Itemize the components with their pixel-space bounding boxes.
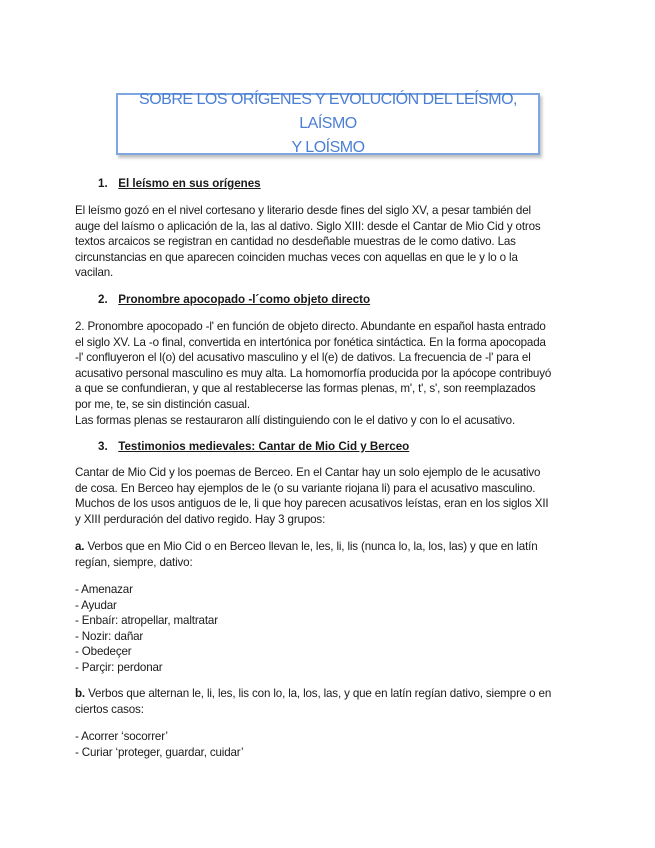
text-line: de cosa. En Berceo hay ejemplos de le (o su variante riojana li) para el acusativo masculino. bbox=[75, 481, 536, 495]
text-line: a que se confundieran, y que al restablecerse las formas plenas, m', t', s', son reemplazados bbox=[75, 382, 536, 396]
group-label: b. bbox=[75, 687, 86, 700]
text-line: Las formas plenas se restauraron allí distinguiendo con le el dativo y con lo el acusativo. bbox=[75, 413, 516, 427]
text-line: textos arcaicos se registran en cantidad no desdeñable muestras de le como dativo. Las bbox=[75, 235, 516, 249]
list-item: - Acorrer ‘socorrer’ bbox=[75, 730, 168, 743]
text-line: auge del laísmo o aplicación de la, las al dativo. Siglo XIII: desde el Cantar de Mio Cid y otros bbox=[75, 219, 541, 233]
section-title: Pronombre apocopado -l´como objeto directo bbox=[118, 293, 371, 306]
group-text: Verbos que en Mio Cid o en Berceo llevan le, les, li, lis (nunca lo, la, los, las) y que en latín bbox=[84, 540, 538, 553]
text-line: Muchos de los usos antiguos de le, li que hoy parecen acusativos leístas, eran en los siglos XII bbox=[75, 497, 549, 511]
title-box bbox=[116, 93, 540, 155]
group-text: Verbos que alternan le, li, les, lis con lo, la, los, las, y que en latín regían dativo, siempre o en bbox=[85, 687, 552, 700]
text-line: Cantar de Mio Cid y los poemas de Berceo. En el Cantar hay un solo ejemplo de le acusativo bbox=[75, 466, 541, 479]
text-line bbox=[75, 686, 575, 702]
section-3-paragraph bbox=[75, 465, 575, 527]
text-line: circunstancias en que aparecen coinciden muchas veces con aquellas en que le y lo o la bbox=[75, 250, 518, 264]
group-a-list bbox=[75, 582, 575, 676]
text-line: ciertos casos: bbox=[75, 702, 144, 716]
section-3-heading bbox=[98, 439, 409, 454]
section-2-paragraph bbox=[75, 319, 575, 428]
list-item: - Enbaír: atropellar, maltratar bbox=[75, 614, 218, 628]
list-item: - Obedeçer bbox=[75, 645, 132, 659]
text-line: -l' confluyeron el l(o) del acusativo masculino y el l(e) de dativos. La frecuencia de -l' para el bbox=[75, 351, 531, 365]
group-b-paragraph bbox=[75, 686, 575, 717]
group-a-paragraph bbox=[75, 539, 575, 570]
list-item: - Curiar ‘proteger, guardar, cuidar’ bbox=[75, 745, 244, 759]
text-line: y XIII perduración del dativo regido. Hay 3 grupos: bbox=[75, 512, 326, 526]
group-b-list bbox=[75, 729, 575, 760]
text-line: El leísmo gozó en el nivel cortesano y literario desde fines del siglo XV, a pesar también del bbox=[75, 204, 531, 217]
section-2-heading bbox=[98, 292, 370, 307]
section-1-paragraph bbox=[75, 203, 575, 281]
text-line: acusativo personal masculino es muy alta. La homomorfía producida por la apócope contribuyó bbox=[75, 366, 552, 380]
list-item: - Ayudar bbox=[75, 598, 117, 612]
section-title: El leísmo en sus orígenes bbox=[118, 177, 261, 190]
text-line: el siglo XV. La -o final, convertida en intertónica por fonética sintáctica. En la forma apocopada bbox=[75, 335, 546, 349]
section-number: 1. bbox=[98, 177, 108, 190]
section-number: 3. bbox=[98, 440, 108, 453]
text-line: regían, siempre, dativo: bbox=[75, 555, 193, 569]
group-label: a. bbox=[75, 540, 85, 553]
text-line bbox=[75, 539, 575, 555]
text-line: por me, te, se sin distinción casual. bbox=[75, 397, 250, 411]
text-line: 2. Pronombre apocopado -l' en función de objeto directo. Abundante en español hasta entrado bbox=[75, 320, 546, 333]
title-line-1: SOBRE LOS ORÍGENES Y EVOLUCIÓN DEL LEÍSMO, LAÍSMO bbox=[139, 91, 517, 132]
section-number: 2. bbox=[98, 293, 108, 306]
section-1-heading bbox=[98, 176, 261, 191]
list-item: - Nozir: dañar bbox=[75, 629, 144, 643]
list-item: - Amenazar bbox=[75, 583, 133, 596]
section-title: Testimonios medievales: Cantar de Mio Cid y Berceo bbox=[118, 440, 410, 453]
text-line: vacilan. bbox=[75, 266, 114, 280]
title-line-2: Y LOÍSMO bbox=[291, 139, 365, 156]
list-item: - Parçir: perdonar bbox=[75, 660, 163, 674]
